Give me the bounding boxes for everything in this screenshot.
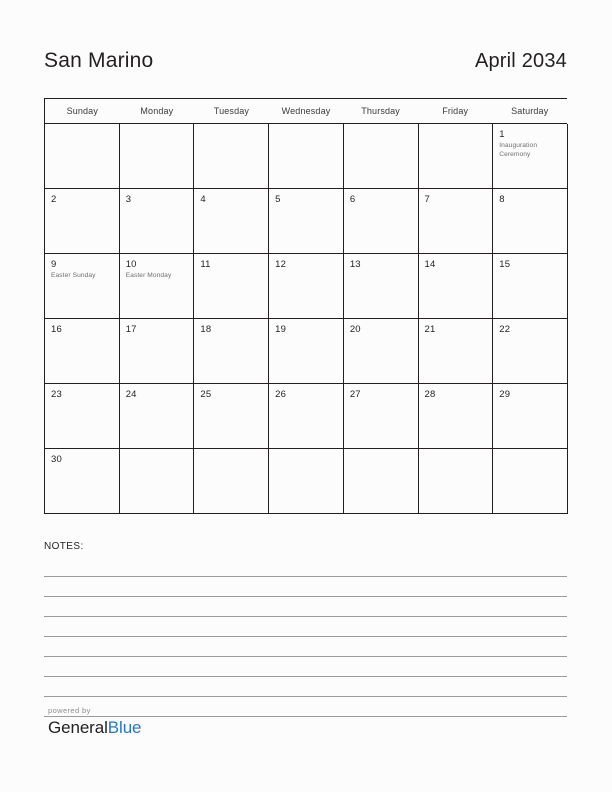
note-line[interactable] — [44, 617, 567, 637]
day-cell[interactable] — [344, 384, 419, 449]
weekday-header-monday — [120, 99, 195, 124]
note-line[interactable] — [44, 597, 567, 617]
day-cell[interactable] — [45, 254, 120, 319]
calendar-week-row — [45, 254, 567, 319]
day-cell[interactable] — [194, 449, 269, 514]
day-cell[interactable] — [419, 449, 494, 514]
day-number: 1 — [499, 129, 505, 140]
weekday-label: Monday — [140, 106, 174, 116]
day-cell[interactable] — [269, 254, 344, 319]
day-cell[interactable] — [120, 319, 195, 384]
day-cell[interactable] — [419, 254, 494, 319]
day-cell[interactable] — [120, 449, 195, 514]
day-number: 2 — [51, 194, 57, 205]
day-cell[interactable] — [45, 189, 120, 254]
powered-by-label: powered by — [48, 706, 91, 715]
day-number: 29 — [499, 389, 511, 400]
day-number: 6 — [349, 194, 356, 205]
day-cell[interactable] — [493, 319, 568, 384]
day-cell[interactable] — [269, 319, 344, 384]
weekday-header-thursday — [343, 99, 418, 124]
month-year-label: April 2034 — [474, 50, 567, 72]
day-number: 23 — [51, 389, 62, 400]
day-cell[interactable] — [120, 254, 195, 319]
weekday-header-sunday — [45, 99, 120, 124]
calendar-week-row — [45, 449, 567, 514]
calendar-week-row — [45, 384, 567, 449]
day-cell[interactable] — [194, 254, 269, 319]
day-cell[interactable] — [194, 319, 269, 384]
day-cell[interactable] — [493, 254, 568, 319]
day-number: 10 — [125, 259, 137, 270]
day-cell[interactable] — [493, 449, 568, 514]
day-number: 7 — [424, 194, 430, 205]
logo-text-general: General — [48, 718, 108, 737]
day-cell[interactable] — [120, 124, 195, 189]
day-cell[interactable] — [45, 384, 120, 449]
day-cell[interactable] — [419, 319, 494, 384]
day-cell[interactable] — [344, 189, 419, 254]
weekday-label: Thursday — [361, 106, 400, 116]
day-number: 21 — [424, 324, 436, 335]
day-cell[interactable] — [120, 189, 195, 254]
generalblue-logo[interactable] — [48, 717, 141, 738]
logo-text-blue: Blue — [107, 718, 142, 737]
day-cell[interactable] — [45, 449, 120, 514]
day-cell[interactable] — [419, 384, 494, 449]
note-line[interactable] — [44, 657, 567, 677]
weekday-label: Saturday — [511, 106, 549, 116]
day-cell[interactable] — [269, 189, 344, 254]
day-number: 24 — [125, 389, 137, 400]
notes-section — [44, 540, 567, 717]
day-number: 12 — [275, 259, 287, 270]
calendar-grid — [44, 98, 567, 514]
day-cell[interactable] — [120, 384, 195, 449]
day-cell[interactable] — [269, 124, 344, 189]
day-number: 3 — [125, 194, 132, 205]
note-line[interactable] — [44, 677, 567, 697]
day-event: Easter Monday — [125, 272, 172, 279]
note-line[interactable] — [44, 577, 567, 597]
calendar-header — [44, 48, 567, 84]
calendar-week-row — [45, 319, 567, 384]
day-number: 30 — [51, 454, 62, 465]
day-number: 20 — [349, 324, 361, 335]
note-line[interactable] — [44, 637, 567, 657]
weekday-label: Sunday — [66, 106, 98, 116]
weekday-header-tuesday — [194, 99, 269, 124]
day-cell[interactable] — [45, 124, 120, 189]
day-cell[interactable] — [269, 449, 344, 514]
day-number: 25 — [200, 389, 212, 400]
calendar-week-row — [45, 124, 567, 189]
day-cell[interactable] — [493, 124, 568, 189]
day-event: Inauguration Ceremony — [499, 142, 538, 158]
day-number: 22 — [499, 324, 511, 335]
day-cell[interactable] — [344, 449, 419, 514]
day-cell[interactable] — [269, 384, 344, 449]
weekday-label: Tuesday — [213, 106, 250, 116]
day-number: 14 — [424, 259, 436, 270]
calendar-week-row — [45, 189, 567, 254]
day-number: 28 — [424, 389, 436, 400]
day-number: 18 — [200, 324, 212, 335]
day-cell[interactable] — [344, 254, 419, 319]
day-number: 17 — [125, 324, 137, 335]
notes-lines — [44, 557, 567, 717]
weekday-label: Friday — [442, 106, 469, 116]
day-cell[interactable] — [194, 189, 269, 254]
day-cell[interactable] — [344, 319, 419, 384]
day-number: 19 — [275, 324, 287, 335]
day-number: 9 — [51, 259, 57, 270]
weekday-header-wednesday — [269, 99, 344, 124]
footer-branding — [48, 706, 141, 738]
day-number: 4 — [200, 194, 206, 205]
weekday-header-friday — [418, 99, 493, 124]
day-cell[interactable] — [194, 124, 269, 189]
day-number: 15 — [499, 259, 511, 270]
day-cell[interactable] — [493, 384, 568, 449]
weekday-header-row — [45, 99, 567, 124]
day-number: 5 — [275, 194, 281, 205]
page-title: San Marino — [44, 49, 154, 72]
day-cell[interactable] — [45, 319, 120, 384]
day-cell[interactable] — [419, 189, 494, 254]
note-line[interactable] — [44, 557, 567, 577]
weekday-label: Wednesday — [281, 106, 331, 116]
day-number: 26 — [275, 389, 287, 400]
day-cell[interactable] — [344, 124, 419, 189]
day-cell[interactable] — [419, 124, 494, 189]
weekday-header-saturday — [492, 99, 567, 124]
day-number: 13 — [349, 259, 361, 270]
day-cell[interactable] — [194, 384, 269, 449]
day-number: 27 — [349, 389, 361, 400]
notes-label: NOTES: — [44, 541, 84, 552]
day-number: 11 — [200, 259, 211, 270]
day-number: 16 — [51, 324, 62, 335]
day-cell[interactable] — [493, 189, 568, 254]
day-event: Easter Sunday — [51, 272, 96, 279]
day-number: 8 — [499, 194, 505, 205]
